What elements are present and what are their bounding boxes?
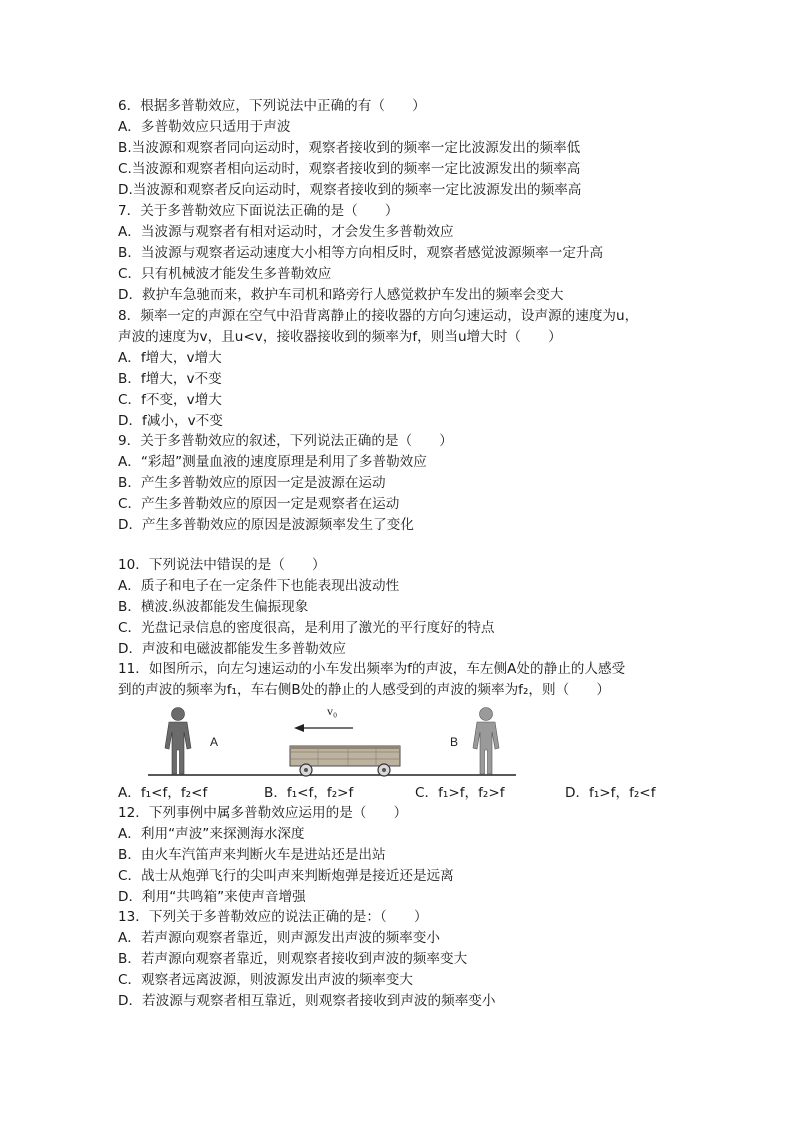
q6-option-d: D.当波源和观察者反向运动时，观察者接收到的频率一定比波源发出的频率高 xyxy=(118,182,582,198)
q10-option-b: B．横波.纵波都能发生偏振现象 xyxy=(118,599,309,615)
q8-stem-line1: 8．频率一定的声源在空气中沿背离静止的接收器的方向匀速运动，设声源的速度为u， xyxy=(118,308,639,324)
q8-stem-line2: 声波的速度为v，且u<v，接收器接收到的频率为f，则当u增大时（ ） xyxy=(118,329,562,345)
q9-option-d: D．产生多普勒效应的原因是波源频率发生了变化 xyxy=(118,517,414,533)
label-b: B xyxy=(450,735,459,749)
q12-option-a: A．利用“声波”来探测海水深度 xyxy=(118,826,305,842)
velocity-arrow-head xyxy=(294,724,304,732)
label-a: A xyxy=(210,735,219,749)
cart-figure xyxy=(290,746,400,766)
q13-stem: 13．下列关于多普勒效应的说法正确的是：（ ） xyxy=(118,909,428,925)
q9-option-c: C．产生多普勒效应的原因一定是观察者在运动 xyxy=(118,496,400,512)
q8-option-b: B．f增大，v不变 xyxy=(118,371,222,387)
q11-option-c: C．f₁>f，f₂>f xyxy=(415,785,505,801)
q6-stem: 6．根据多普勒效应，下列说法中正确的有（ ） xyxy=(118,98,426,114)
doppler-cart-figure xyxy=(148,700,528,782)
cart-wheel-right xyxy=(378,764,390,776)
q10-option-a: A．质子和电子在一定条件下也能表现出波动性 xyxy=(118,578,400,594)
person-b-figure xyxy=(473,708,499,775)
q13-option-a: A．若声源向观察者靠近，则声源发出声波的频率变小 xyxy=(118,930,440,946)
q12-option-d: D．利用“共鸣箱”来使声音增强 xyxy=(118,889,306,905)
q9-option-a: A．“彩超”测量血液的速度原理是利用了多普勒效应 xyxy=(118,454,427,470)
velocity-label: v₀ xyxy=(327,704,338,718)
q10-stem: 10．下列说法中错误的是（ ） xyxy=(118,557,326,573)
q6-option-b: B.当波源和观察者同向运动时，观察者接收到的频率一定比波源发出的频率低 xyxy=(118,140,581,156)
q7-option-d: D．救护车急驰而来，救护车司机和路旁行人感觉救护车发出的频率会变大 xyxy=(118,287,564,303)
q12-stem: 12．下列事例中属多普勒效应运用的是（ ） xyxy=(118,805,408,821)
q11-option-b: B．f₁<f，f₂>f xyxy=(264,785,354,801)
q13-option-c: C．观察者远离波源，则波源发出声波的频率变大 xyxy=(118,972,413,988)
q9-option-b: B．产生多普勒效应的原因一定是波源在运动 xyxy=(118,475,386,491)
q7-stem: 7．关于多普勒效应下面说法正确的是（ ） xyxy=(118,203,399,219)
q11-option-a: A．f₁<f，f₂<f xyxy=(118,785,208,801)
q8-option-c: C．f不变，v增大 xyxy=(118,392,222,408)
q6-option-a: A．多普勒效应只适用于声波 xyxy=(118,119,291,135)
cart-wheel-left xyxy=(300,764,312,776)
q9-stem: 9．关于多普勒效应的叙述，下列说法正确的是（ ） xyxy=(118,433,453,449)
q7-option-a: A．当波源与观察者有相对运动时，才会发生多普勒效应 xyxy=(118,224,454,240)
q12-option-b: B．由火车汽笛声来判断火车是进站还是出站 xyxy=(118,847,386,863)
q8-option-a: A．f增大，v增大 xyxy=(118,350,222,366)
q7-option-b: B．当波源与观察者运动速度大小相等方向相反时，观察者感觉波源频率一定升高 xyxy=(118,245,604,261)
q11-options-row xyxy=(118,783,678,803)
q6-option-c: C.当波源和观察者相向运动时，观察者接收到的频率一定比波源发出的频率高 xyxy=(118,161,581,177)
q12-option-c: C．战士从炮弹飞行的尖叫声来判断炮弹是接近还是远离 xyxy=(118,868,454,884)
q8-option-d: D．f减小，v不变 xyxy=(118,413,223,429)
q11-stem-line2: 到的声波的频率为f₁，车右侧B处的静止的人感受到的声波的频率为f₂，则（ ） xyxy=(118,682,610,698)
q11-stem-line1: 11．如图所示，向左匀速运动的小车发出频率为f的声波，车左侧A处的静止的人感受 xyxy=(118,661,626,677)
q11-option-d: D．f₁>f，f₂<f xyxy=(565,785,656,801)
person-a-figure xyxy=(165,708,191,775)
q13-option-d: D．若波源与观察者相互靠近，则观察者接收到声波的频率变小 xyxy=(118,993,496,1009)
q10-option-c: C．光盘记录信息的密度很高，是利用了激光的平行度好的特点 xyxy=(118,620,495,636)
q10-option-d: D．声波和电磁波都能发生多普勒效应 xyxy=(118,641,346,657)
q7-option-c: C．只有机械波才能发生多普勒效应 xyxy=(118,266,332,282)
q13-option-b: B．若声源向观察者靠近，则观察者接收到声波的频率变大 xyxy=(118,951,468,967)
